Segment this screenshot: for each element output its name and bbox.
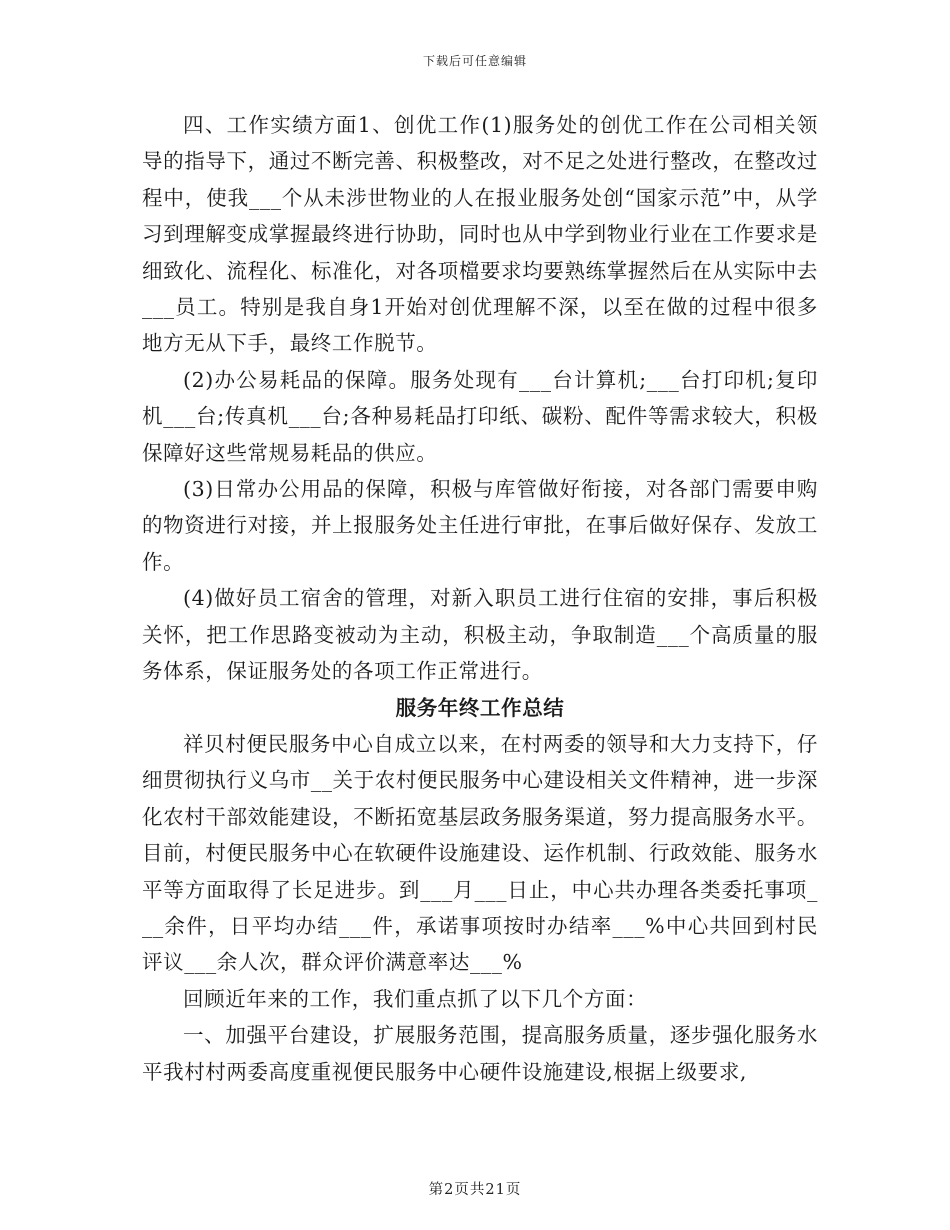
paragraph-office-consumables: (2)办公易耗品的保障。服务处现有___台计算机;___台打印机;复印机___台;传真机___台;各种易耗品打印纸、碳粉、配件等需求较大，积极保障好这些常规易耗品的供应。 — [142, 367, 818, 465]
page-header: 下载后可任意编辑 — [422, 54, 527, 68]
page-footer: 第2页共21页 — [428, 1182, 522, 1198]
paragraph-platform-building: 一、加强平台建设，扩展服务范围，提高服务质量，逐步强化服务水平我村村两委高度重视便民服务中心硬件设施建设,根据上级要求, — [142, 1023, 818, 1084]
paragraph-work-achievements: 四、工作实绩方面1、创优工作(1)服务处的创优工作在公司相关领导的指导下，通过不断完善、积极整改，对不足之处进行整改，在整改过程中，使我___个从未涉世物业的人在报业服务处创“国家示范”中，从学习到理解变成掌握最终进行协助，同时也从中学到物业行业在工作要求是细致化、流程化、标准化，对各项檔要求均要熟练掌握然后在从实际中去___员工。特别是我自身1开始对创优理解不深，以至在做的过程中很多地方无从下手，最终工作脱节。 — [142, 113, 818, 356]
paragraph-dormitory-management: (4)做好员工宿舍的管理，对新入职员工进行住宿的安排，事后积极关怀，把工作思路变被动为主动，积极主动，争取制造___个高质量的服务体系，保证服务处的各项工作正常进行。 — [142, 586, 818, 684]
section-title: 服务年终工作总结 — [395, 695, 565, 720]
paragraph-office-supplies: (3)日常办公用品的保障，积极与库管做好衔接，对各部门需要申购的物资进行对接，并上报服务处主任进行审批，在事后做好保存、发放工作。 — [142, 477, 818, 574]
paragraph-review: 回顾近年来的工作，我们重点抓了以下几个方面： — [183, 986, 648, 1011]
paragraph-service-center-intro: 祥贝村便民服务中心自成立以来，在村两委的领导和大力支持下，仔细贯彻执行义乌市__关于农村便民服务中心建设相关文件精神，进一步深化农村干部效能建设，不断拓宽基层政务服务渠道，努力提高服务水平。目前，村便民服务中心在软硬件设施建设、运作机制、行政效能、服务水平等方面取得了长足进步。到___月___日止，中心共办理各类委托事项___余件，日平均办结___件，承诺事项按时办结率___%中心共回到村民评议___余人次，群众评价满意率达___% — [142, 731, 818, 975]
document-body — [142, 107, 818, 1090]
